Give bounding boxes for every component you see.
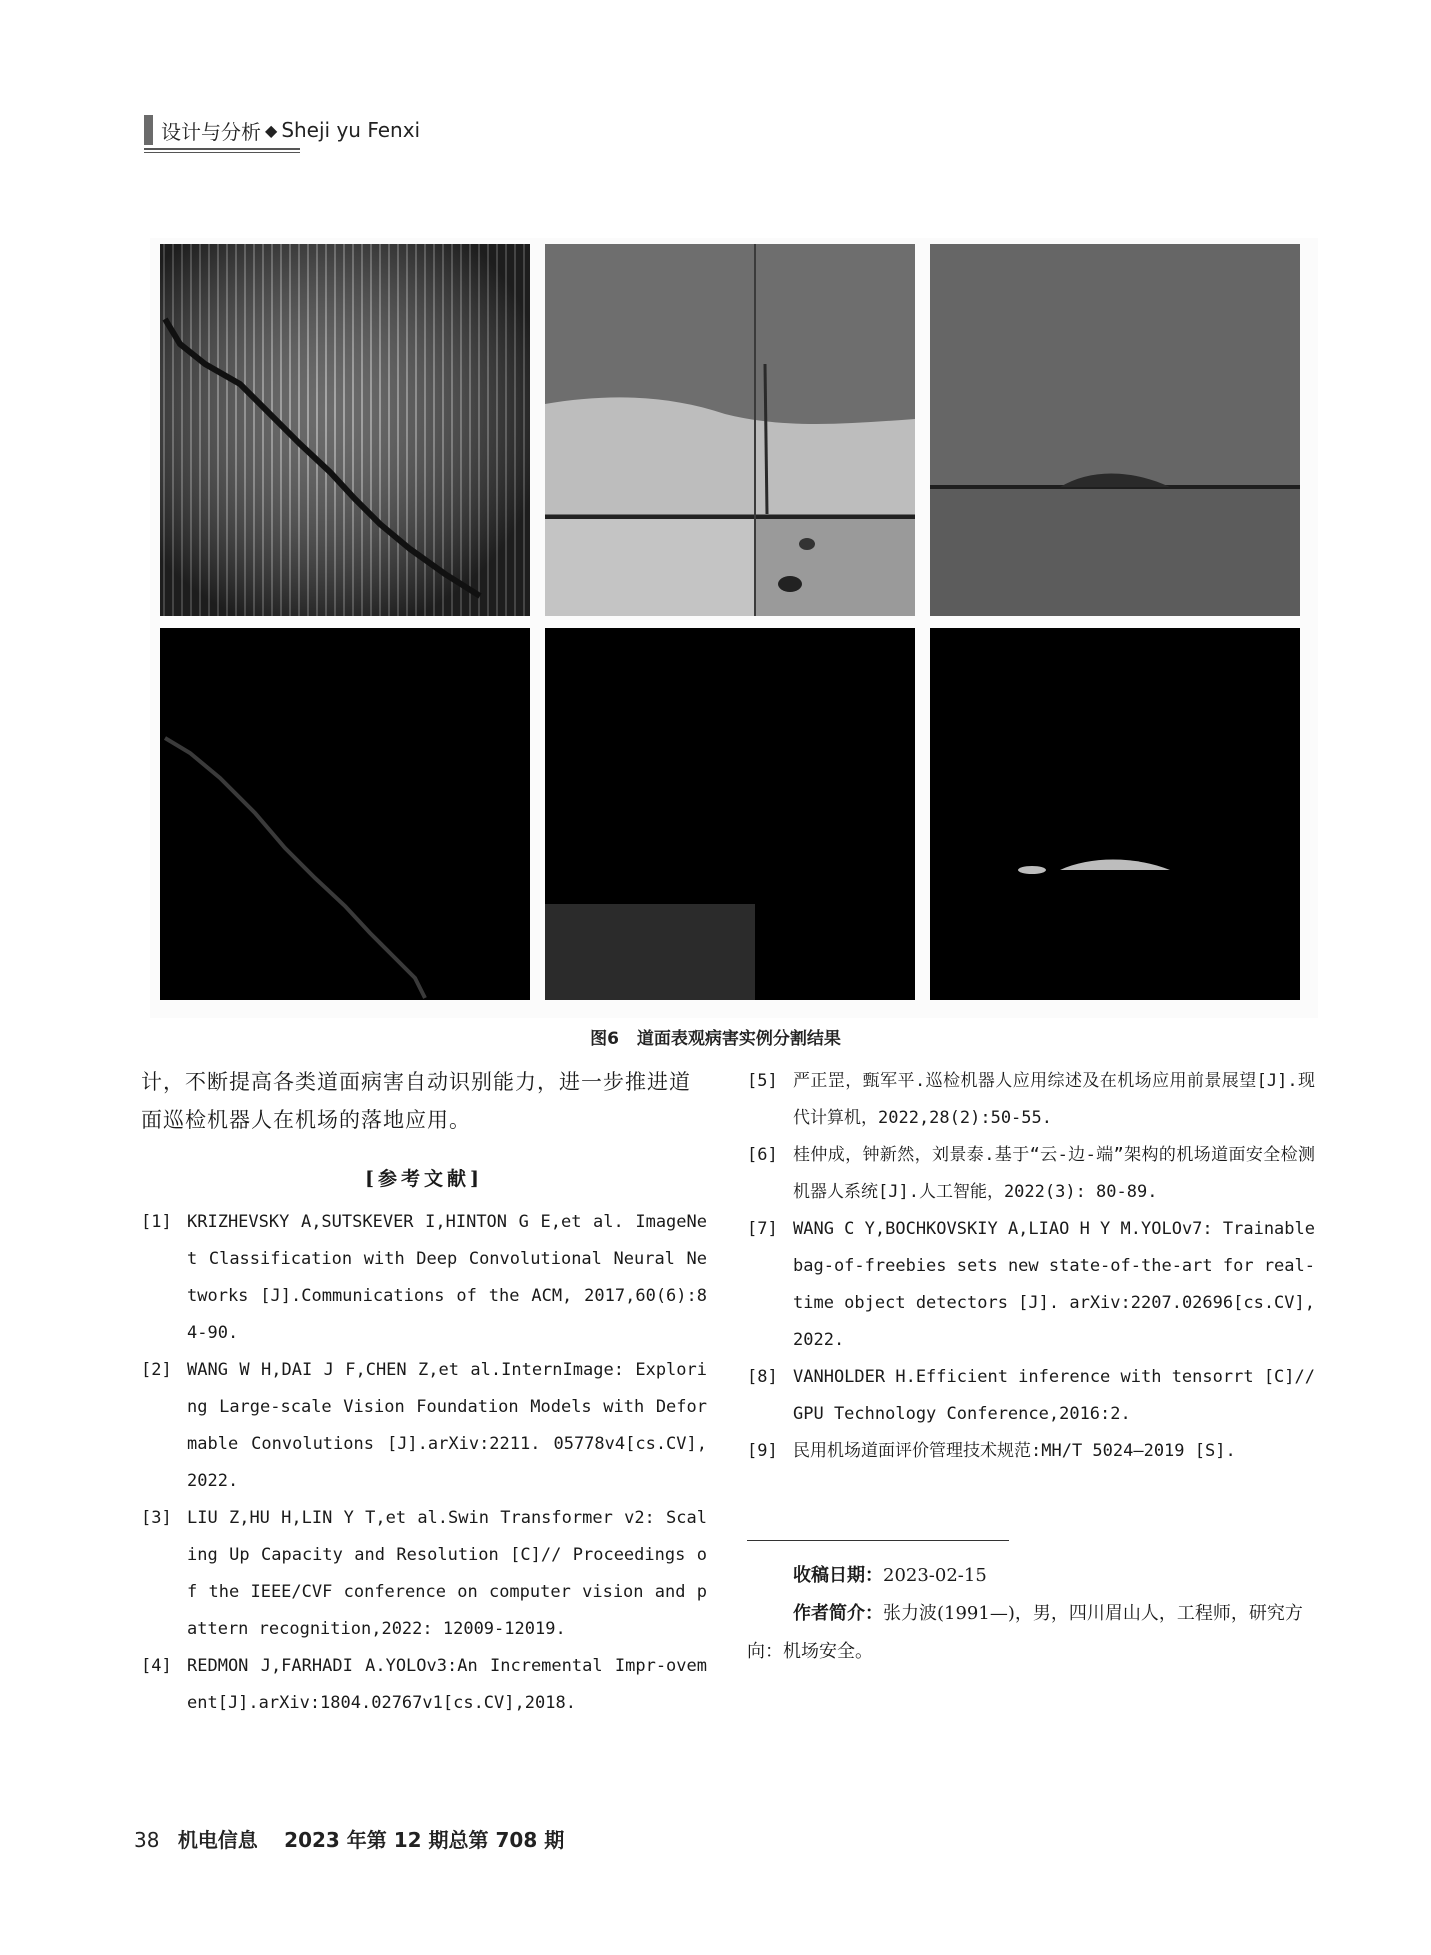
reference-item [747,1211,1315,1359]
crack-original-image [160,244,530,616]
reference-number: [7] [747,1219,778,1239]
reference-text: KRIZHEVSKY A,SUTSKEVER I,HINTON G E,et al. ImageNet Classification with Deep Convolutional Neural Networks [J].Communications of the ACM, 2017,60(6):84-90. [187,1212,707,1343]
reference-text: WANG C Y,BOCHKOVSKIY A,LIAO H Y M.YOLOv7: Trainable bag-of-freebies sets new state-of-the-art for real-time object detectors [J]. arXiv:2207.02696[cs.CV], 2022. [793,1219,1315,1350]
header-section-pinyin: Sheji yu Fenxi [281,118,421,142]
figure-panel-joint-mask [930,628,1300,1000]
header-section-cn: 设计与分析 [161,119,261,144]
issue-info: 2023 年第 12 期总第 708 期 [284,1828,565,1852]
page-footer [134,1824,564,1853]
reference-number: [8] [747,1367,778,1387]
reference-number: [3] [141,1508,172,1528]
left-column [141,1063,707,1722]
reference-item [747,1359,1315,1433]
author-text: 张力波(1991—)，男，四川眉山人，工程师，研究方向：机场安全。 [747,1603,1303,1662]
reference-item [747,1063,1315,1137]
author-bio [747,1595,1315,1671]
header-rule-thin [144,152,300,153]
journal-name: 机电信息 [177,1828,258,1852]
reference-number: [6] [747,1145,778,1165]
figure-panel-crack-original [160,244,530,616]
reference-text: 桂仲成，钟新然，刘景泰.基于“云-边-端”架构的机场道面安全检测机器人系统[J].人工智能，2022(3): 80-89. [793,1145,1315,1202]
reference-item [141,1352,707,1500]
running-header [144,112,420,148]
reference-text: REDMON J,FARHADI A.YOLOv3:An Incremental Impr-ovement[J].arXiv:1804.02767v1[cs.CV],2018. [187,1656,707,1713]
reference-item [747,1433,1315,1470]
reference-number: [5] [747,1071,778,1091]
header-rule [144,148,300,150]
diamond-icon: ◆ [265,120,278,140]
reference-item [141,1500,707,1648]
author-label: 作者简介： [793,1603,883,1624]
reference-item [141,1204,707,1352]
page-number: 38 [134,1828,160,1852]
received-date-line [747,1557,1315,1595]
joint-mask-image [930,628,1300,1000]
reference-number: [9] [747,1441,778,1461]
reference-number: [4] [141,1656,172,1676]
reference-number: [1] [141,1212,172,1232]
patch-original-image [545,244,915,616]
figure-panel-crack-mask [160,628,530,1000]
patch-mask-image [545,628,915,1000]
reference-text: 民用机场道面评价管理技术规范:MH/T 5024—2019 [S]. [793,1441,1236,1461]
figure-caption [0,1024,1431,1049]
received-date: 2023-02-15 [883,1565,987,1586]
right-column [747,1063,1315,1671]
figure-label: 图6 [590,1029,619,1049]
reference-item [747,1137,1315,1211]
header-bar-marker [144,115,153,145]
figure-panel-patch-mask [545,628,915,1000]
figure-6 [150,238,1318,1018]
reference-text: WANG W H,DAI J F,CHEN Z,et al.InternImage: Exploring Large-scale Vision Foundation Models with Deformable Convolutions [J].arXiv:2211. 05778v4[cs.CV],2022. [187,1360,707,1491]
references-heading: [参考文献] [365,1168,483,1190]
joint-original-image [930,244,1300,616]
figure-panel-joint-original [930,244,1300,616]
reference-text: LIU Z,HU H,LIN Y T,et al.Swin Transformer v2: Scaling Up Capacity and Resolution [C]// Proceedings of the IEEE/CVF conference on computer vision and pattern recognition,2022: 12009-12019. [187,1508,707,1639]
figure-title: 道面表观病害实例分割结果 [636,1029,841,1049]
reference-number: [2] [141,1360,172,1380]
crack-mask-image [160,628,530,1000]
reference-item [141,1648,707,1722]
footnote-rule [747,1540,1009,1541]
figure-panel-patch-original [545,244,915,616]
received-label: 收稿日期： [793,1565,883,1586]
reference-text: VANHOLDER H.Efficient inference with tensorrt [C]// GPU Technology Conference,2016:2. [793,1367,1315,1424]
body-continuation: 计，不断提高各类道面病害自动识别能力，进一步推进道面巡检机器人在机场的落地应用。 [141,1070,691,1132]
reference-text: 严正罡，甄军平.巡检机器人应用综述及在机场应用前景展望[J].现代计算机，2022,28(2):50-55. [793,1071,1315,1128]
